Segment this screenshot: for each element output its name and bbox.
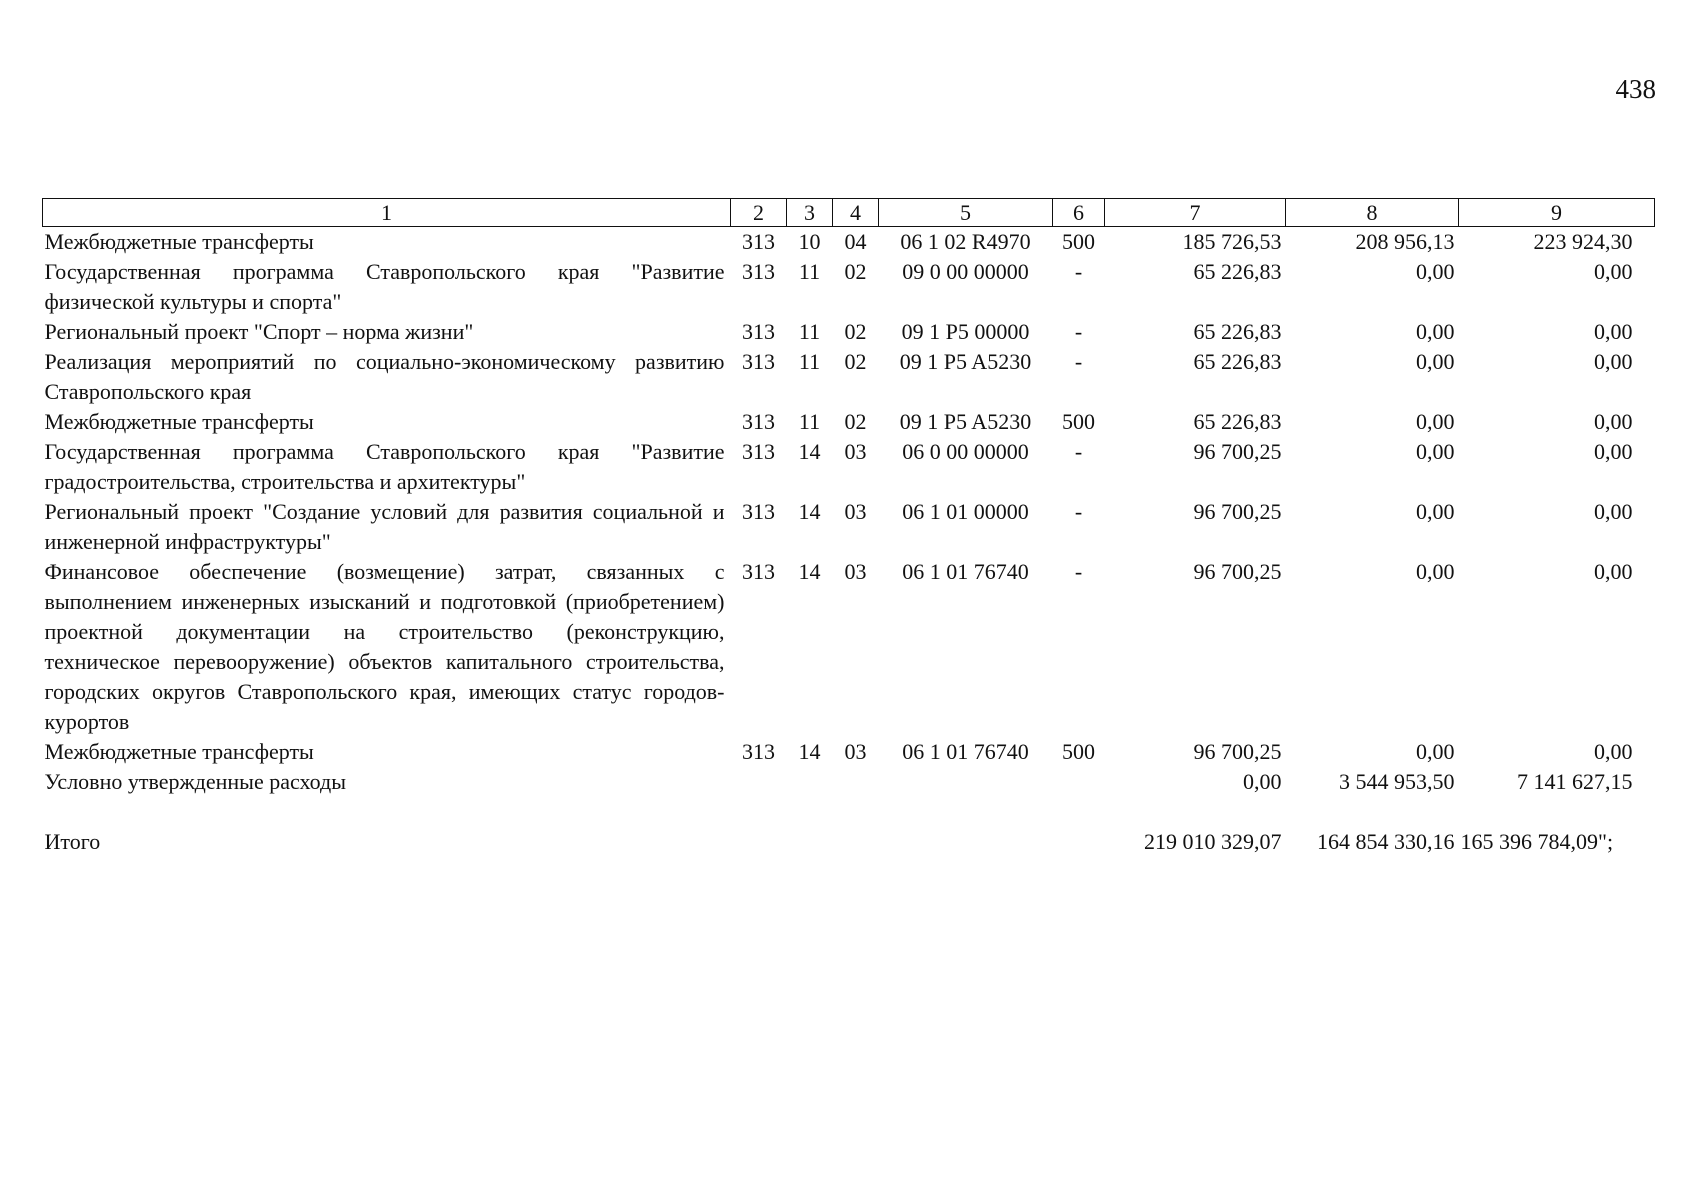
table-row — [43, 767, 1655, 797]
spacer-row — [43, 797, 1655, 827]
cell-section: 11 — [798, 319, 821, 344]
row-name: Региональный проект "Спорт – норма жизни" — [44, 319, 474, 344]
column-header: 8 — [1286, 199, 1459, 227]
column-header: 9 — [1459, 199, 1655, 227]
budget-table — [42, 198, 1655, 857]
cell-section: 11 — [798, 349, 821, 374]
cell-subsection: 03 — [844, 739, 867, 764]
cell-amount-7: 65 226,83 — [1193, 349, 1282, 374]
cell-amount-8: 0,00 — [1416, 739, 1455, 764]
cell-amount-9: 7 141 627,15 — [1517, 769, 1633, 794]
cell-amount-7: 65 226,83 — [1193, 319, 1282, 344]
cell-target-item: 06 1 01 76740 — [902, 559, 1029, 584]
cell-expense-type: - — [1074, 349, 1083, 374]
table-row — [43, 737, 1655, 767]
cell-amount-9: 0,00 — [1594, 739, 1633, 764]
cell-amount-8: 208 956,13 — [1355, 229, 1455, 254]
cell-expense-type: 500 — [1062, 229, 1095, 254]
cell-amount-9: 0,00 — [1594, 349, 1633, 374]
cell-amount-8: 0,00 — [1416, 439, 1455, 464]
column-header: 3 — [787, 199, 833, 227]
cell-code: 313 — [742, 319, 775, 344]
cell-code: 313 — [742, 499, 775, 524]
table-row — [43, 347, 1655, 407]
total-amount-9: 165 396 784,09"; — [1460, 829, 1614, 854]
table-row — [43, 227, 1655, 258]
cell-amount-8: 3 544 953,50 — [1339, 769, 1455, 794]
row-name: Условно утвержденные расходы — [44, 769, 346, 794]
cell-target-item: 09 1 P5 A5230 — [899, 349, 1032, 374]
cell-expense-type: - — [1074, 439, 1083, 464]
cell-expense-type: - — [1074, 559, 1083, 584]
cell-amount-9: 0,00 — [1594, 439, 1633, 464]
column-header: 6 — [1053, 199, 1105, 227]
cell-section — [787, 767, 833, 797]
cell-amount-8: 0,00 — [1416, 259, 1455, 284]
cell-amount-8: 0,00 — [1416, 319, 1455, 344]
table-row — [43, 257, 1655, 317]
total-amount-7: 219 010 329,07 — [1144, 829, 1282, 854]
cell-expense-type: - — [1074, 319, 1083, 344]
row-name: Межбюджетные трансферты — [44, 229, 314, 254]
cell-subsection — [833, 767, 879, 797]
cell-section: 11 — [798, 259, 821, 284]
cell-subsection: 03 — [844, 499, 867, 524]
cell-subsection: 02 — [844, 259, 867, 284]
cell-amount-9: 0,00 — [1594, 259, 1633, 284]
row-name: Межбюджетные трансферты — [44, 409, 314, 434]
cell-target-item: 09 1 P5 00000 — [901, 319, 1030, 344]
cell-amount-8: 0,00 — [1416, 559, 1455, 584]
column-number-header — [43, 199, 1655, 227]
cell-code: 313 — [742, 409, 775, 434]
cell-target-item: 06 1 01 76740 — [902, 739, 1029, 764]
cell-amount-7: 185 726,53 — [1182, 229, 1282, 254]
column-header: 1 — [43, 199, 731, 227]
cell-code: 313 — [742, 349, 775, 374]
cell-expense-type: - — [1074, 259, 1083, 284]
table-row — [43, 497, 1655, 557]
column-header: 2 — [731, 199, 787, 227]
cell-amount-7: 65 226,83 — [1193, 409, 1282, 434]
cell-code: 313 — [742, 559, 775, 584]
cell-target-item: 09 0 00 00000 — [902, 259, 1029, 284]
cell-amount-8: 0,00 — [1416, 349, 1455, 374]
cell-amount-7: 96 700,25 — [1193, 739, 1282, 764]
table-row — [43, 407, 1655, 437]
column-header: 4 — [833, 199, 879, 227]
cell-amount-7: 0,00 — [1243, 769, 1282, 794]
total-row — [43, 827, 1655, 857]
cell-expense-type: - — [1074, 499, 1083, 524]
row-name: Государственная программа Ставропольского края "Развитие физической культуры и спорта" — [44, 259, 725, 314]
cell-amount-9: 223 924,30 — [1533, 229, 1633, 254]
cell-subsection: 03 — [844, 559, 867, 584]
cell-amount-9: 0,00 — [1594, 559, 1633, 584]
row-name: Реализация мероприятий по социально-экономическому развитию Ставропольского края — [44, 349, 725, 404]
page-number: 438 — [1615, 74, 1656, 104]
cell-amount-7: 96 700,25 — [1193, 499, 1282, 524]
row-name: Межбюджетные трансферты — [44, 739, 314, 764]
cell-section: 14 — [798, 559, 821, 584]
cell-section: 14 — [798, 739, 821, 764]
column-header: 7 — [1105, 199, 1286, 227]
cell-target-item: 09 1 P5 A5230 — [899, 409, 1032, 434]
cell-amount-9: 0,00 — [1594, 409, 1633, 434]
cell-amount-7: 65 226,83 — [1193, 259, 1282, 284]
cell-amount-7: 96 700,25 — [1193, 559, 1282, 584]
cell-subsection: 03 — [844, 439, 867, 464]
cell-target-item: 06 0 00 00000 — [902, 439, 1029, 464]
cell-code: 313 — [742, 739, 775, 764]
cell-section: 10 — [798, 229, 821, 254]
cell-amount-7: 96 700,25 — [1193, 439, 1282, 464]
cell-target-item: 06 1 01 00000 — [902, 499, 1029, 524]
cell-amount-9: 0,00 — [1594, 499, 1633, 524]
cell-target-item — [879, 767, 1053, 797]
cell-section: 14 — [798, 499, 821, 524]
cell-amount-8: 0,00 — [1416, 499, 1455, 524]
row-name: Региональный проект "Создание условий для развития социальной и инженерной инфраструктуры" — [44, 499, 725, 554]
cell-expense-type — [1053, 767, 1105, 797]
cell-code — [731, 767, 787, 797]
cell-expense-type: 500 — [1062, 409, 1095, 434]
cell-subsection: 02 — [844, 319, 867, 344]
cell-subsection: 04 — [844, 229, 867, 254]
table-row — [43, 317, 1655, 347]
row-name: Государственная программа Ставропольского края "Развитие градостроительства, строительства и архитектуры" — [44, 439, 725, 494]
total-label: Итого — [44, 829, 101, 854]
total-amount-8: 164 854 330,16 — [1317, 829, 1455, 854]
cell-target-item: 06 1 02 R4970 — [900, 229, 1031, 254]
cell-subsection: 02 — [844, 409, 867, 434]
cell-amount-9: 0,00 — [1594, 319, 1633, 344]
cell-amount-8: 0,00 — [1416, 409, 1455, 434]
cell-expense-type: 500 — [1062, 739, 1095, 764]
cell-section: 14 — [798, 439, 821, 464]
row-name: Финансовое обеспечение (возмещение) затрат, связанных с выполнением инженерных изысканий и подготовкой (приобретением) проектной документации на строительство (реконструкцию, техническое перевооружение) объектов капитального строительства, городских округов Ставропольского края, имеющих статус городов-курортов — [44, 559, 725, 734]
cell-subsection: 02 — [844, 349, 867, 374]
cell-code: 313 — [742, 259, 775, 284]
table-row — [43, 437, 1655, 497]
cell-code: 313 — [742, 439, 775, 464]
cell-section: 11 — [798, 409, 821, 434]
column-header: 5 — [879, 199, 1053, 227]
cell-code: 313 — [742, 229, 775, 254]
table-row — [43, 557, 1655, 737]
